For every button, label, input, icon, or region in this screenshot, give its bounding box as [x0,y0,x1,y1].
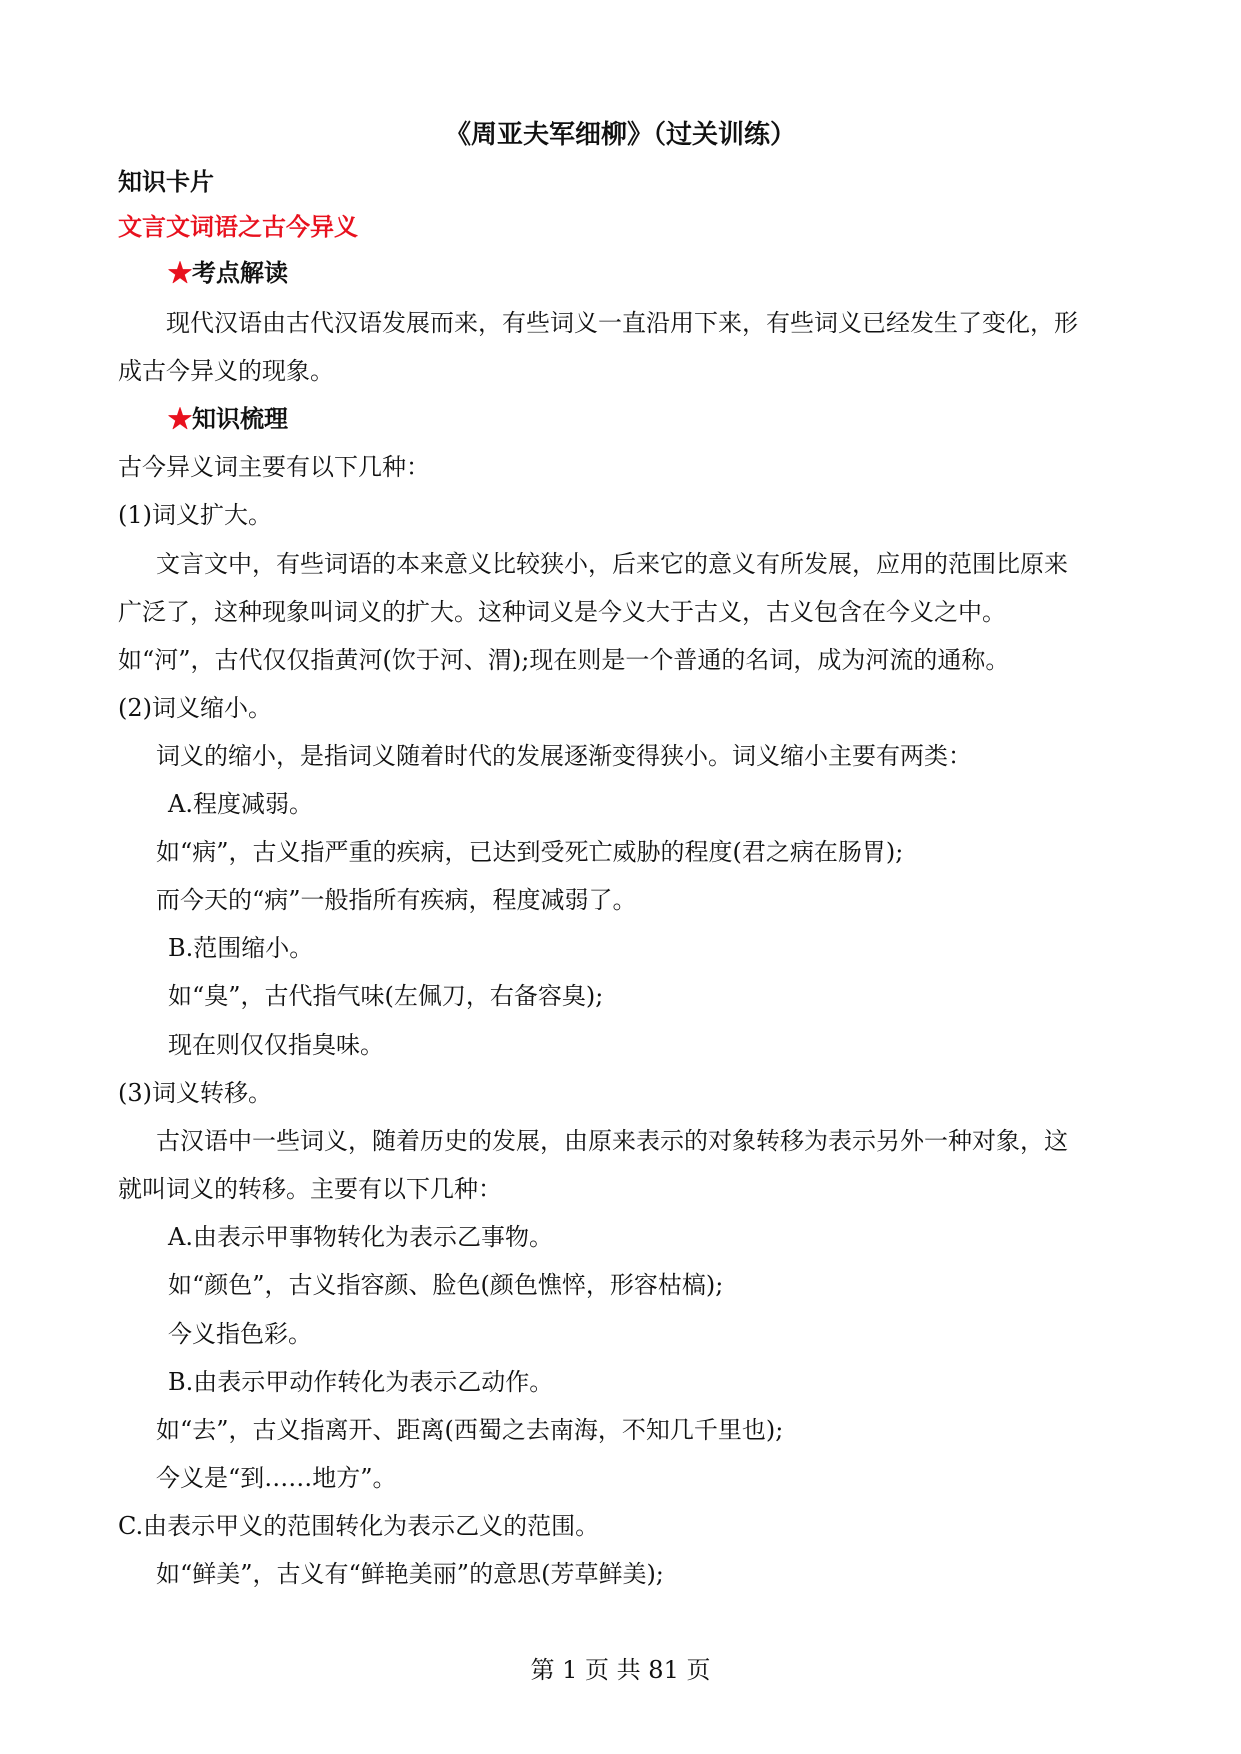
sub-item: B.范围缩小。 [168,934,314,962]
body-line: 广泛了，这种现象叫词义的扩大。这种词义是今义大于古义，古义包含在今义之中。 [118,598,1006,626]
section-label: 知识卡片 [118,167,214,196]
body-line: 如“鲜美”，古义有“鲜艳美丽”的意思(芳草鲜美); [156,1560,664,1588]
body-line: 今义是“到……地方”。 [156,1464,397,1492]
body-line: 今义指色彩。 [168,1320,312,1348]
body-line: 古今异义词主要有以下几种： [118,453,430,481]
body-line: 就叫词义的转移。主要有以下几种： [118,1175,502,1203]
document-title: 《周亚夫军细柳》（过关训练） [444,120,796,150]
list-heading: (2)词义缩小。 [118,694,272,722]
body-line: 古汉语中一些词义，随着历史的发展，由原来表示的对象转移为表示另外一种对象，这 [156,1127,1068,1155]
star-icon: ★ [168,258,192,287]
subheading-label: 考点解读 [192,258,288,287]
star-icon: ★ [168,404,192,433]
intro-paragraph-line-2: 成古今异义的现象。 [118,357,334,385]
body-line: 现在则仅仅指臭味。 [168,1031,384,1059]
page-footer: 第 1 页 共 81 页 [530,1656,711,1684]
subheading-label: 知识梳理 [192,404,288,433]
body-line: 如“病”，古义指严重的疾病，已达到受死亡威胁的程度(君之病在肠胃); [156,838,904,866]
sub-item: A.程度减弱。 [168,790,313,818]
sub-item: C.由表示甲义的范围转化为表示乙义的范围。 [118,1512,600,1540]
body-line: 如“颜色”，古义指容颜、脸色(颜色憔悴，形容枯槁); [168,1271,724,1299]
sub-item: A.由表示甲事物转化为表示乙事物。 [168,1223,553,1251]
body-line: 词义的缩小，是指词义随着时代的发展逐渐变得狭小。词义缩小主要有两类： [156,742,972,770]
body-line: 文言文中，有些词语的本来意义比较狭小，后来它的意义有所发展，应用的范围比原来 [156,550,1068,578]
subheading-knowledge-outline [168,404,288,434]
body-line: 如“河”，古代仅仅指黄河(饮于河、渭);现在则是一个普通的名词，成为河流的通称。 [118,646,1010,674]
sub-item: B.由表示甲动作转化为表示乙动作。 [168,1368,554,1396]
subheading-exam-points [168,258,288,288]
list-heading: (1)词义扩大。 [118,501,272,529]
body-line: 如“臭”，古代指气味(左佩刀，右备容臭); [168,982,604,1010]
body-line: 如“去”，古义指离开、距离(西蜀之去南海，不知几千里也); [156,1416,784,1444]
body-line: 而今天的“病”一般指所有疾病，程度减弱了。 [156,886,637,914]
topic-heading: 文言文词语之古今异义 [118,212,358,241]
intro-paragraph-line-1: 现代汉语由古代汉语发展而来，有些词义一直沿用下来，有些词义已经发生了变化，形 [166,309,1078,337]
list-heading: (3)词义转移。 [118,1079,272,1107]
